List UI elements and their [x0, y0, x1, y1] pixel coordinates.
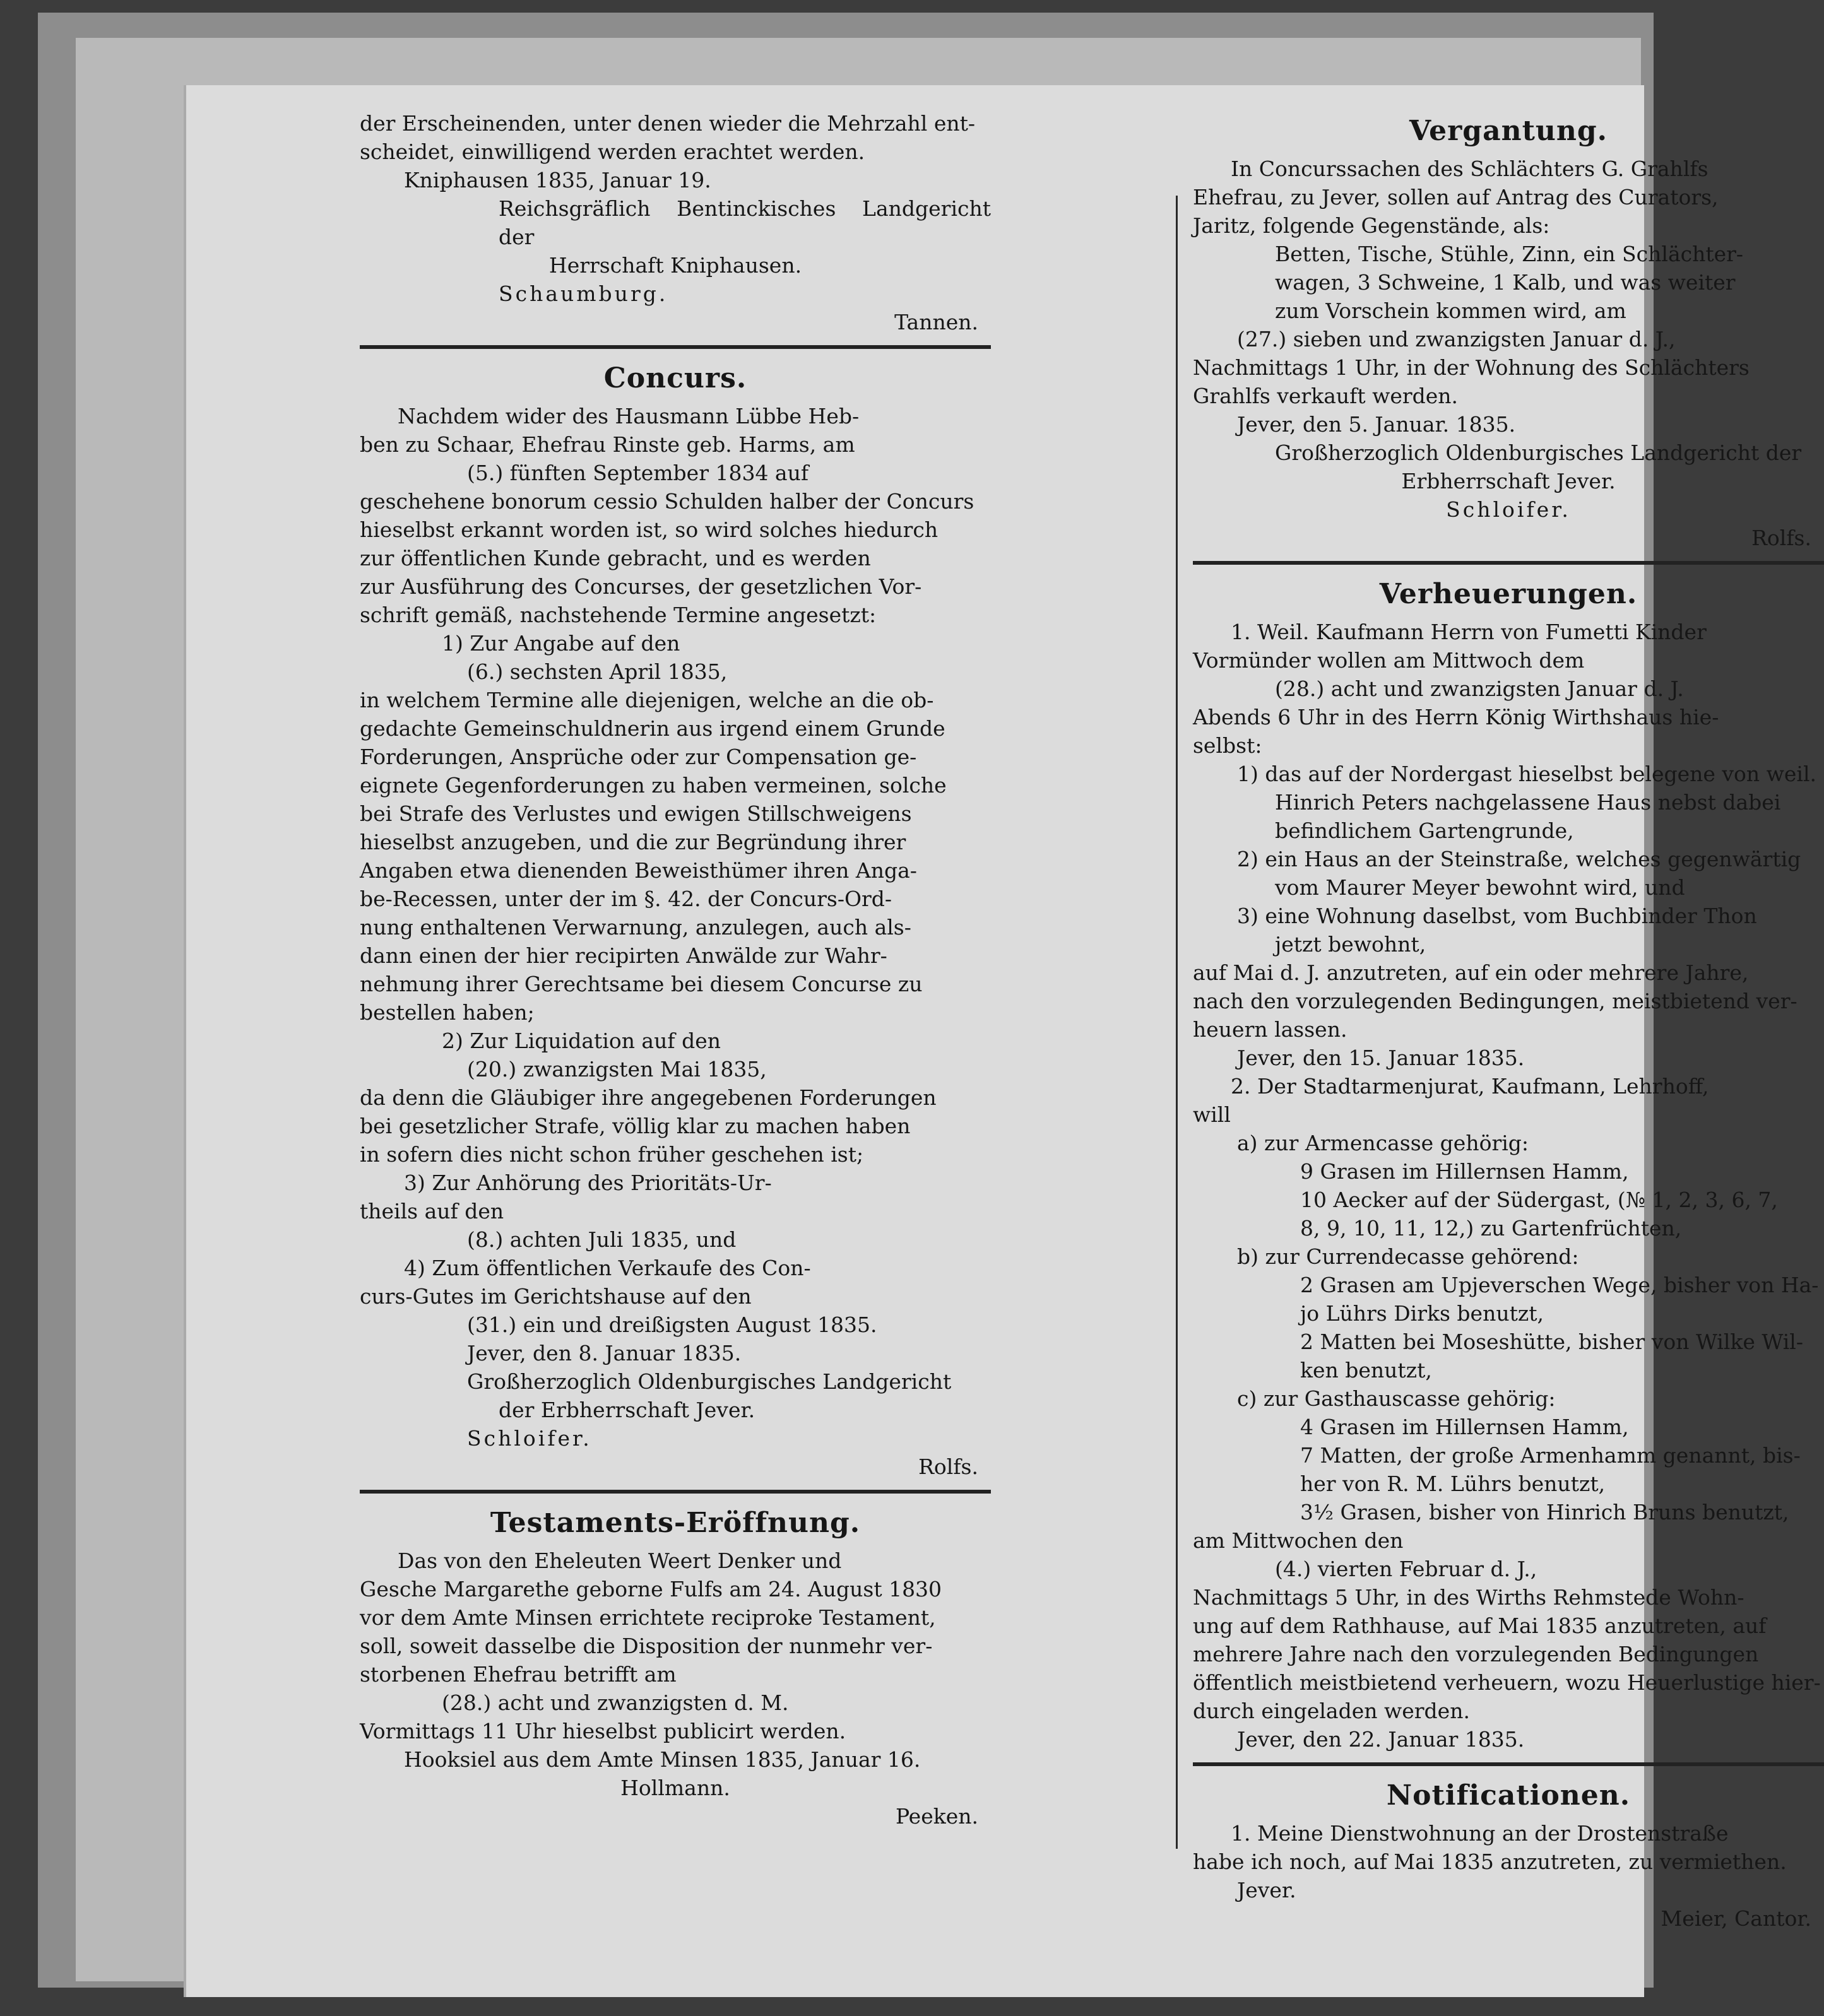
- signature: Rolfs.: [1751, 526, 1811, 550]
- text-line: Nachdem wider des Hausmann Lübbe Heb-: [398, 404, 860, 428]
- text-line: hieselbst anzugeben, und die zur Begründung ihrer: [360, 830, 906, 854]
- sub-heading: c) zur Gasthauscasse gehörig:: [1237, 1386, 1556, 1411]
- intro-notice: [360, 109, 991, 336]
- list-item: 2 Grasen am Upjeverschen Wege, bisher von Ha-: [1300, 1273, 1819, 1297]
- notice-date: Jever, den 5. Januar. 1835.: [1237, 412, 1516, 437]
- term-heading: 4) Zum öffentlichen Verkaufe des Con-: [404, 1256, 811, 1280]
- text-line: nehmung ihrer Gerechtsame bei diesem Concurse zu: [360, 972, 923, 996]
- text-line: auf Mai d. J. anzutreten, auf ein oder mehrere Jahre,: [1193, 960, 1749, 985]
- term-date: (31.) ein und dreißigsten August 1835.: [467, 1312, 877, 1337]
- notice-date: Jever, den 15. Januar 1835.: [1237, 1046, 1525, 1070]
- text-line: wagen, 3 Schweine, 1 Kalb, und was weiter: [1275, 270, 1736, 295]
- notificationen-notice: [1193, 1777, 1824, 1933]
- text-line: soll, soweit dasselbe die Disposition der nunmehr ver-: [360, 1634, 933, 1658]
- term-date: (6.) sechsten April 1835,: [467, 659, 728, 684]
- right-column: [1193, 109, 1824, 1933]
- text-line: ung auf dem Rathhause, auf Mai 1835 anzutreten, auf: [1193, 1613, 1767, 1638]
- text-line: nach den vorzulegenden Bedingungen, meistbietend ver-: [1193, 989, 1797, 1013]
- court-name: Reichsgräflich Bentinckisches Landgericht der: [499, 196, 991, 249]
- text-line: hieselbst erkannt worden ist, so wird solches hiedurch: [360, 517, 939, 542]
- text-line: gedachte Gemeinschuldnerin aus irgend einem Grunde: [360, 716, 945, 741]
- notice-date: Hooksiel aus dem Amte Minsen 1835, Januar 16.: [404, 1747, 921, 1772]
- signature: Schaumburg.: [499, 281, 668, 306]
- section-heading: Vergantung.: [1409, 115, 1608, 147]
- list-item: 2) ein Haus an der Steinstraße, welches gegenwärtig: [1237, 847, 1801, 871]
- list-item: befindlichem Gartengrunde,: [1275, 818, 1574, 843]
- section-heading: Verheuerungen.: [1379, 578, 1638, 610]
- list-item: jetzt bewohnt,: [1275, 932, 1426, 957]
- section-heading: Testaments-Eröffnung.: [490, 1507, 861, 1539]
- term-heading: 3) Zur Anhörung des Prioritäts-Ur-: [404, 1170, 772, 1195]
- text-line: der Erscheinenden, unter denen wieder die Mehrzahl ent-: [360, 111, 976, 136]
- text-line: mehrere Jahre nach den vorzulegenden Bedingungen: [1193, 1642, 1759, 1666]
- notice-date: Jever, den 22. Januar 1835.: [1237, 1727, 1525, 1752]
- list-item: 8, 9, 10, 11, 12,) zu Gartenfrüchten,: [1300, 1216, 1682, 1241]
- signature: Meier, Cantor.: [1661, 1906, 1811, 1931]
- list-item: jo Lührs Dirks benutzt,: [1300, 1301, 1544, 1326]
- text-line: da denn die Gläubiger ihre angegebenen Forderungen: [360, 1085, 937, 1110]
- text-line: In Concurssachen des Schlächters G. Grahlfs: [1231, 156, 1709, 181]
- testament-notice: [360, 1505, 991, 1830]
- concurs-notice: [360, 360, 991, 1481]
- text-line: Jaritz, folgende Gegenstände, als:: [1193, 213, 1550, 238]
- term-date: (4.) vierten Februar d. J.,: [1275, 1557, 1537, 1581]
- vergantung-notice: [1193, 113, 1824, 552]
- text-line: Abends 6 Uhr in des Herrn König Wirthshaus hie-: [1193, 705, 1719, 729]
- section-rule: [1193, 561, 1824, 565]
- list-item: 3½ Grasen, bisher von Hinrich Bruns benutzt,: [1300, 1500, 1789, 1524]
- text-line: zum Vorschein kommen wird, am: [1275, 298, 1626, 323]
- list-item: 10 Aecker auf der Südergast, (№ 1, 2, 3, 6, 7,: [1300, 1188, 1778, 1212]
- text-line: habe ich noch, auf Mai 1835 anzutreten, zu vermiethen.: [1193, 1849, 1787, 1874]
- text-line: vor dem Amte Minsen errichtete reciproke Testament,: [360, 1605, 936, 1630]
- term-heading: 1) Zur Angabe auf den: [442, 631, 680, 656]
- section-rule: [360, 345, 991, 349]
- notice-date: Kniphausen 1835, Januar 19.: [404, 168, 711, 192]
- list-item: 2 Matten bei Moseshütte, bisher von Wilke Wil-: [1300, 1329, 1804, 1354]
- notice-date: Jever, den 8. Januar 1835.: [467, 1341, 742, 1365]
- text-line: Jever.: [1237, 1878, 1296, 1902]
- text-line: 1. Meine Dienstwohnung an der Drostenstraße: [1231, 1821, 1729, 1846]
- text-line: Nachmittags 5 Uhr, in des Wirths Rehmstede Wohn-: [1193, 1585, 1744, 1610]
- text-line: Vormittags 11 Uhr hieselbst publicirt werden.: [360, 1719, 846, 1743]
- section-rule: [360, 1490, 991, 1494]
- list-item: 4 Grasen im Hillernsen Hamm,: [1300, 1415, 1629, 1439]
- text-line: zur Ausführung des Concurses, der gesetzlichen Vor-: [360, 574, 922, 599]
- text-line: Angaben etwa dienenden Beweisthümer ihren Anga-: [360, 858, 917, 883]
- text-line: Vormünder wollen am Mittwoch dem: [1193, 648, 1585, 673]
- term-date: (28.) acht und zwanzigsten d. M.: [442, 1690, 789, 1715]
- court-name: Erbherrschaft Jever.: [1401, 469, 1616, 493]
- court-name: der Erbherrschaft Jever.: [499, 1398, 755, 1422]
- court-name: Großherzoglich Oldenburgisches Landgericht: [467, 1369, 952, 1394]
- section-heading: Notificationen.: [1386, 1779, 1631, 1812]
- sub-heading: a) zur Armencasse gehörig:: [1237, 1131, 1529, 1155]
- section-rule: [1193, 1762, 1824, 1766]
- term-date: (28.) acht und zwanzigsten Januar d. J.: [1275, 676, 1684, 701]
- left-column: [360, 109, 991, 1830]
- text-line: bei Strafe des Verlustes und ewigen Stillschweigens: [360, 801, 912, 826]
- text-line: Forderungen, Ansprüche oder zur Compensation ge-: [360, 745, 917, 769]
- text-line: eignete Gegenforderungen zu haben vermeinen, solche: [360, 773, 947, 798]
- list-item: 9 Grasen im Hillernsen Hamm,: [1300, 1159, 1629, 1184]
- text-line: schrift gemäß, nachstehende Termine angesetzt:: [360, 603, 877, 627]
- sub-heading: b) zur Currendecasse gehörend:: [1237, 1244, 1579, 1269]
- court-name: Herrschaft Kniphausen.: [548, 253, 802, 278]
- text-line: scheidet, einwilligend werden erachtet werden.: [360, 139, 865, 164]
- text-line: am Mittwochen den: [1193, 1528, 1404, 1553]
- newspaper-page: [186, 85, 1821, 1997]
- list-item: Hinrich Peters nachgelassene Haus nebst dabei: [1275, 790, 1781, 815]
- signature: Tannen.: [894, 310, 978, 334]
- signature: Peeken.: [895, 1804, 978, 1829]
- signature: Hollmann.: [620, 1776, 730, 1800]
- text-line: Nachmittags 1 Uhr, in der Wohnung des Schlächters: [1193, 355, 1750, 380]
- list-item: her von R. M. Lührs benutzt,: [1300, 1471, 1606, 1496]
- text-line: 1. Weil. Kaufmann Herrn von Fumetti Kinder: [1231, 620, 1707, 644]
- list-item: vom Maurer Meyer bewohnt wird, und: [1275, 875, 1685, 900]
- text-line: öffentlich meistbietend verheuern, wozu Heuerlustige hier-: [1193, 1670, 1821, 1695]
- verheuerungen-notice: [1193, 576, 1824, 1754]
- signature: Schloifer.: [1446, 497, 1571, 522]
- text-line: in sofern dies nicht schon früher geschehen ist;: [360, 1142, 864, 1167]
- text-line: bestellen haben;: [360, 1000, 535, 1025]
- text-line: theils auf den: [360, 1199, 504, 1223]
- text-line: dann einen der hier recipirten Anwälde zur Wahr-: [360, 943, 887, 968]
- list-item: ken benutzt,: [1300, 1358, 1432, 1382]
- text-line: zur öffentlichen Kunde gebracht, und es werden: [360, 546, 871, 570]
- term-date: (20.) zwanzigsten Mai 1835,: [467, 1057, 767, 1082]
- term-date: (27.) sieben und zwanzigsten Januar d. J.,: [1237, 327, 1676, 351]
- text-line: Betten, Tische, Stühle, Zinn, ein Schlächter-: [1275, 242, 1744, 266]
- text-line: Grahlfs verkauft werden.: [1193, 384, 1459, 408]
- text-line: Ehefrau, zu Jever, sollen auf Antrag des Curators,: [1193, 185, 1719, 209]
- text-line: Gesche Margarethe geborne Fulfs am 24. August 1830: [360, 1577, 942, 1601]
- text-line: heuern lassen.: [1193, 1017, 1347, 1042]
- term-heading: 2) Zur Liquidation auf den: [442, 1029, 721, 1053]
- text-line: nung enthaltenen Verwarnung, anzulegen, auch als-: [360, 915, 911, 940]
- text-line: geschehene bonorum cessio Schulden halber der Concurs: [360, 489, 974, 514]
- signature: Rolfs.: [918, 1454, 978, 1479]
- list-item: 1) das auf der Nordergast hieselbst belegene von weil.: [1237, 762, 1817, 786]
- section-heading: Concurs.: [603, 362, 747, 394]
- text-line: be-Recessen, unter der im §. 42. der Concurs-Ord-: [360, 887, 892, 911]
- text-line: curs-Gutes im Gerichtshause auf den: [360, 1284, 752, 1309]
- text-line: bei gesetzlicher Strafe, völlig klar zu machen haben: [360, 1114, 911, 1138]
- text-line: 2. Der Stadtarmenjurat, Kaufmann, Lehrhoff,: [1231, 1074, 1709, 1099]
- text-line: storbenen Ehefrau betrifft am: [360, 1662, 677, 1687]
- text-line: selbst:: [1193, 733, 1262, 758]
- text-line: in welchem Termine alle diejenigen, welche an die ob-: [360, 688, 934, 712]
- column-divider: [1176, 196, 1178, 1849]
- signature: Schloifer.: [467, 1426, 592, 1451]
- text-line: durch eingeladen werden.: [1193, 1699, 1470, 1723]
- text-line: (5.) fünften September 1834 auf: [467, 461, 809, 485]
- list-item: 3) eine Wohnung daselbst, vom Buchbinder Thon: [1237, 904, 1757, 928]
- court-name: Großherzoglich Oldenburgisches Landgericht der: [1275, 440, 1802, 465]
- term-date: (8.) achten Juli 1835, und: [467, 1227, 737, 1252]
- text-line: will: [1193, 1102, 1231, 1127]
- list-item: 7 Matten, der große Armenhamm genannt, bis-: [1300, 1443, 1801, 1468]
- text-line: ben zu Schaar, Ehefrau Rinste geb. Harms, am: [360, 432, 855, 457]
- text-line: Das von den Eheleuten Weert Denker und: [398, 1548, 842, 1573]
